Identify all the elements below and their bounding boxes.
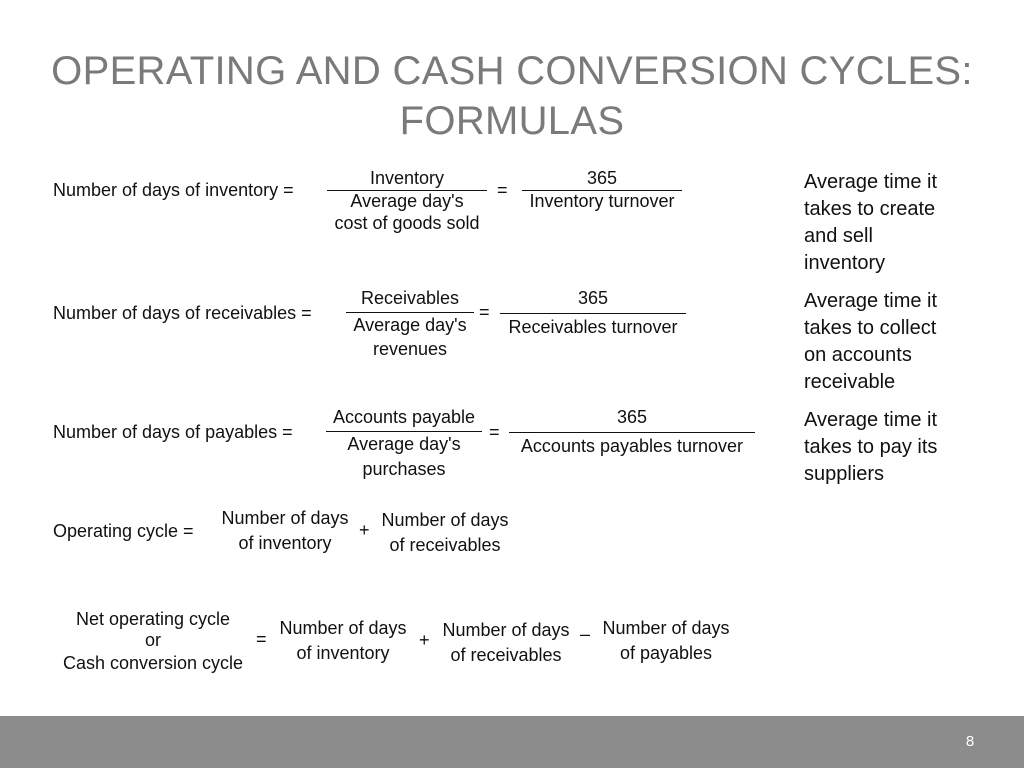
formula-description: [804, 407, 937, 488]
denominator: Inventory turnover: [529, 191, 675, 211]
fraction-bar: [346, 312, 474, 313]
minus-sign: –: [580, 624, 591, 644]
term-line-2: of receivables: [389, 535, 501, 555]
description-line: receivable: [804, 371, 896, 393]
slide-title-line-2: FORMULAS: [399, 99, 625, 143]
denominator-line-1: Average day's: [353, 315, 467, 335]
denominator-line-2: cost of goods sold: [334, 213, 480, 233]
term-line-1: Number of days: [381, 510, 509, 530]
formula-label: Operating cycle =: [53, 521, 194, 541]
slide-title: [0, 46, 1024, 146]
formula-description: [804, 288, 937, 396]
denominator-line-2: revenues: [372, 339, 448, 359]
numerator: 365: [616, 407, 648, 427]
term-line-1: Number of days: [279, 618, 407, 638]
numerator: Accounts payable: [332, 407, 476, 427]
description-line: takes to pay its: [804, 436, 938, 458]
description-line: inventory: [804, 252, 886, 274]
numerator: Inventory: [369, 168, 445, 188]
description-line: takes to create: [804, 198, 936, 220]
description-line: Average time it: [804, 409, 938, 431]
description-line: on accounts: [804, 344, 912, 366]
equals-sign: =: [256, 629, 267, 649]
formula-label: Number of days of receivables =: [53, 303, 312, 323]
term-line-1: Number of days: [442, 620, 570, 640]
plus-sign: +: [359, 520, 370, 540]
equals-sign: =: [497, 180, 508, 200]
term-line-2: of inventory: [296, 643, 390, 663]
description-line: suppliers: [804, 463, 885, 485]
fraction-bar: [500, 313, 686, 314]
fraction-bar: [326, 431, 482, 432]
denominator-line-1: Average day's: [350, 191, 464, 211]
equals-sign: =: [489, 422, 500, 442]
description-line: Average time it: [804, 171, 938, 193]
term-line-2: of receivables: [450, 645, 562, 665]
page-number: 8: [965, 733, 975, 750]
term-line-1: Number of days: [602, 618, 730, 638]
formula-description: [804, 169, 937, 277]
numerator: 365: [586, 168, 618, 188]
plus-sign: +: [419, 630, 430, 650]
slide-title-line-1: OPERATING AND CASH CONVERSION CYCLES:: [51, 49, 973, 93]
description-line: Average time it: [804, 290, 938, 312]
numerator: Receivables: [360, 288, 460, 308]
formula-label: Number of days of inventory =: [53, 180, 294, 200]
description-line: takes to collect: [804, 317, 937, 339]
footer-bar: [0, 716, 1024, 768]
denominator: Accounts payables turnover: [520, 436, 744, 456]
label-line-1: Net operating cycle: [75, 609, 231, 629]
denominator: Receivables turnover: [508, 317, 678, 337]
denominator-line-1: Average day's: [347, 434, 461, 454]
label-line-2: or: [144, 630, 161, 650]
label-line-3: Cash conversion cycle: [62, 653, 244, 673]
term-line-2: of inventory: [238, 533, 332, 553]
numerator: 365: [577, 288, 609, 308]
description-line: and sell: [804, 225, 873, 247]
equals-sign: =: [479, 302, 490, 322]
term-line-2: of payables: [619, 643, 713, 663]
denominator-line-2: purchases: [362, 459, 446, 479]
fraction-bar: [509, 432, 755, 433]
formula-label: Number of days of payables =: [53, 422, 293, 442]
term-line-1: Number of days: [221, 508, 349, 528]
